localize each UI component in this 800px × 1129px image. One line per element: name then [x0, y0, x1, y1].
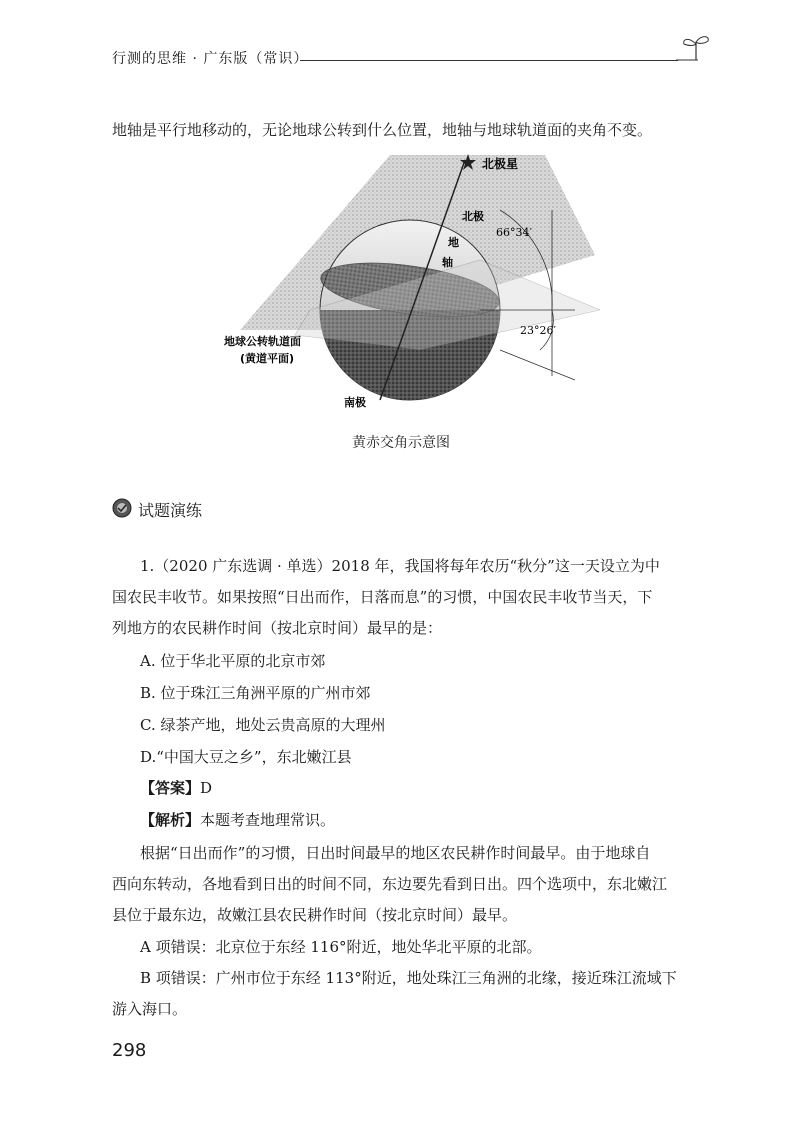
angle-label-2: 23°26′ [520, 324, 556, 337]
header-title: 行测的思维 · 广东版（常识） [112, 51, 309, 67]
answer-value: D [200, 779, 213, 797]
section-badge-icon [112, 498, 132, 518]
answer-label: 【答案】 [140, 779, 201, 797]
sprout-icon [676, 32, 716, 62]
item-b-line-1: B 项错误：广州市位于东经 113°附近，地处珠江三角洲的北缘，接近珠江流域下 [140, 969, 677, 987]
item-a: A 项错误：北京位于东经 116°附近，地处华北平原的北部。 [140, 938, 542, 956]
figure-caption: 黄赤交角示意图 [352, 435, 450, 451]
north-pole-label: 北极 [462, 210, 484, 223]
angle-label-1: 66°34′ [496, 226, 532, 239]
body-line-3: 县位于最东边，故嫩江县农民耕作时间（按北京时间）最早。 [112, 906, 518, 924]
axis-label-1: 地 [448, 236, 459, 249]
page-number: 298 [112, 1040, 147, 1061]
intro-paragraph: 地轴是平行地移动的，无论地球公转到什么位置，地轴与地球轨道面的夹角不变。 [112, 121, 653, 139]
orbit-plane-label: 地球公转轨道面 [224, 335, 301, 348]
ecliptic-obliquity-diagram [200, 150, 600, 420]
axis-label-2: 轴 [442, 256, 453, 269]
question-line-2: 国农民丰收节。如果按照“日出而作，日落而息”的习惯，中国农民丰收节当天，下 [112, 588, 653, 606]
header-rule [300, 60, 678, 61]
analysis-label: 【解析】 [140, 811, 201, 829]
south-pole-label: 南极 [344, 396, 366, 409]
body-line-2: 西向东转动，各地看到日出的时间不同，东边要先看到日出。四个选项中，东北嫩江 [112, 875, 668, 893]
analysis-value: 本题考查地理常识。 [200, 811, 336, 829]
option-b: B. 位于珠江三角洲平原的广州市郊 [140, 684, 371, 702]
section-title: 试题演练 [138, 501, 203, 520]
option-d: D.“中国大豆之乡”，东北嫩江县 [140, 748, 352, 766]
item-b-line-2: 游入海口。 [112, 1000, 188, 1018]
analysis-line [140, 810, 335, 830]
question-line-1: 1.（2020 广东选调 · 单选）2018 年，我国将每年农历“秋分”这一天设立为中 [140, 557, 660, 575]
slant-line [500, 350, 575, 380]
option-c: C. 绿茶产地，地处云贵高原的大理州 [140, 716, 386, 734]
polaris-label: 北极星 [482, 157, 519, 171]
body-line-1: 根据“日出而作”的习惯，日出时间最早的地区农民耕作时间最早。由于地球自 [140, 844, 651, 862]
option-a: A. 位于华北平原的北京市郊 [140, 652, 326, 670]
ecliptic-label: (黄道平面) [240, 352, 295, 365]
answer-line [140, 778, 212, 798]
question-line-3: 列地方的农民耕作时间（按北京时间）最早的是： [112, 619, 443, 637]
